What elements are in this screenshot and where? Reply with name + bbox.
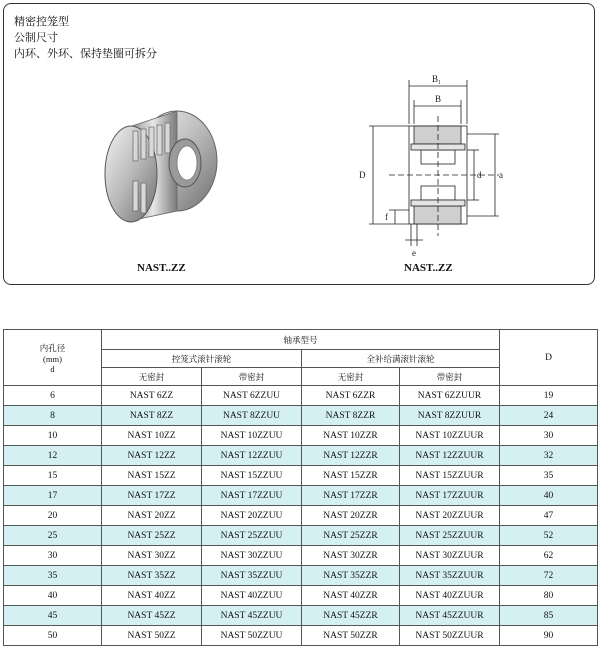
label-B: B xyxy=(435,94,442,104)
table-row: 40 NAST 40ZZ NAST 40ZZUU NAST 40ZZR NAST 40ZZUUR 80 xyxy=(4,586,598,606)
table-row: 25 NAST 25ZZ NAST 25ZZUU NAST 25ZZR NAST 25ZZUUR 52 xyxy=(4,526,598,546)
bearing-photo xyxy=(99,99,229,239)
table-row: 10 NAST 10ZZ NAST 10ZZUU NAST 10ZZR NAST 10ZZUUR 30 xyxy=(4,426,598,446)
table-row: 35 NAST 35ZZ NAST 35ZZUU NAST 35ZZR NAST 35ZZUUR 72 xyxy=(4,566,598,586)
full-complement-header: 全补给满滚针滚轮 xyxy=(302,350,500,368)
description-type: 精密控笼型 xyxy=(14,15,69,28)
label-D: D xyxy=(359,170,366,180)
table-row: 6 NAST 6ZZ NAST 6ZZUU NAST 6ZZR NAST 6ZZUUR 19 xyxy=(4,386,598,406)
drawing-caption: NAST..ZZ xyxy=(404,262,453,274)
table-row: 15 NAST 15ZZ NAST 15ZZUU NAST 15ZZR NAST 15ZZUUR 35 xyxy=(4,466,598,486)
table-row: 30 NAST 30ZZ NAST 30ZZUU NAST 30ZZR NAST 30ZZUUR 62 xyxy=(4,546,598,566)
photo-caption: NAST..ZZ xyxy=(137,262,186,274)
product-panel xyxy=(3,3,595,285)
table-row: 45 NAST 45ZZ NAST 45ZZUU NAST 45ZZR NAST 45ZZUUR 85 xyxy=(4,606,598,626)
product-description xyxy=(14,14,157,62)
label-e: e xyxy=(412,248,416,258)
label-d: d xyxy=(477,170,482,180)
sealed-header-1: 带密封 xyxy=(202,368,302,386)
spec-table xyxy=(3,329,598,646)
table-row: 17 NAST 17ZZ NAST 17ZZUU NAST 17ZZR NAST 17ZZUUR 40 xyxy=(4,486,598,506)
model-header: 轴承型号 xyxy=(102,330,500,350)
description-separable: 内环、外环、保持垫圈可拆分 xyxy=(14,47,157,60)
unsealed-header-1: 无密封 xyxy=(102,368,202,386)
unsealed-header-2: 无密封 xyxy=(302,368,400,386)
table-row: 20 NAST 20ZZ NAST 20ZZUU NAST 20ZZR NAST 20ZZUUR 47 xyxy=(4,506,598,526)
description-units: 公制尺寸 xyxy=(14,31,58,44)
table-row: 50 NAST 50ZZ NAST 50ZZUU NAST 50ZZR NAST 50ZZUUR 90 xyxy=(4,626,598,646)
table-row: 8 NAST 8ZZ NAST 8ZZUU NAST 8ZZR NAST 8ZZUUR 24 xyxy=(4,406,598,426)
label-a: a xyxy=(499,170,503,180)
bore-header: 内孔径 (mm) d xyxy=(4,330,102,386)
label-f: f xyxy=(385,212,388,222)
cross-section-drawing xyxy=(349,64,529,264)
outer-diameter-header: D xyxy=(500,330,598,386)
sealed-header-2: 带密封 xyxy=(400,368,500,386)
table-row: 12 NAST 12ZZ NAST 12ZZUU NAST 12ZZR NAST 12ZZUUR 32 xyxy=(4,446,598,466)
label-B1: B₁ xyxy=(432,74,442,84)
caged-type-header: 控笼式滚针滚轮 xyxy=(102,350,302,368)
